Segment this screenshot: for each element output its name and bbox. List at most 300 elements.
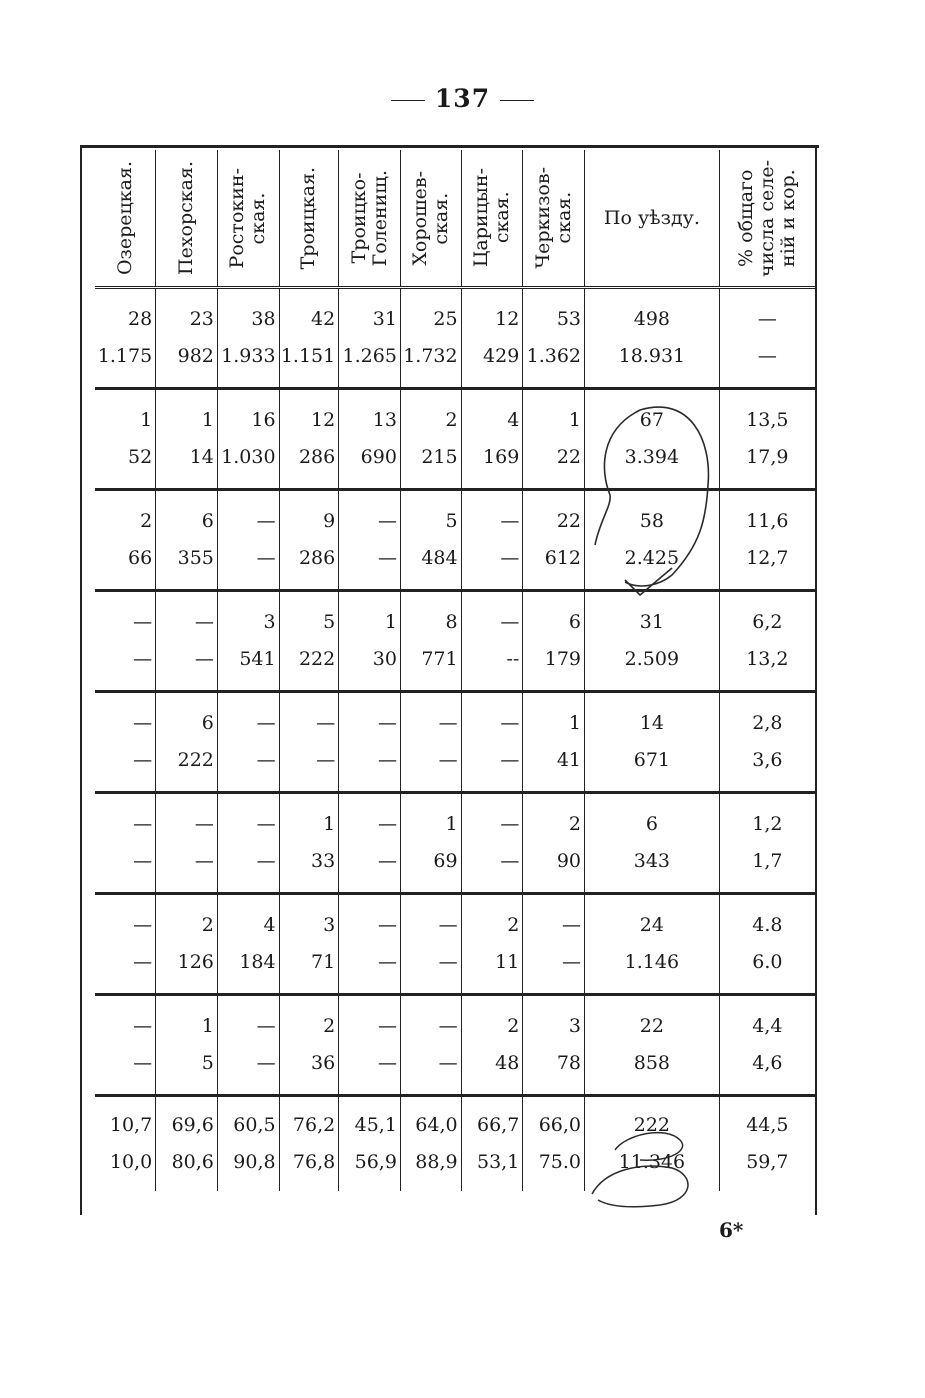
- table-cell: [461, 793, 523, 894]
- cell-value-households: 14: [189, 446, 214, 468]
- cell-value-households: 2.425: [624, 547, 680, 569]
- cell-value-households: —: [194, 648, 214, 670]
- cell-value-households: 11.346: [618, 1151, 686, 1173]
- column-header-label: По уѣзду.: [603, 206, 700, 229]
- col-percent-header: [719, 150, 815, 288]
- cell-value-settlements: 28: [127, 308, 153, 330]
- cell-value-settlements: —: [256, 712, 276, 734]
- signature-mark: 6*: [719, 1218, 744, 1242]
- cell-value-households: 30: [372, 648, 397, 670]
- cell-value-settlements: 66,0: [538, 1114, 582, 1136]
- cell-value-settlements: —: [133, 1015, 153, 1037]
- cell-value-households: —: [256, 547, 276, 569]
- cell-value-settlements: 60,5: [233, 1114, 276, 1136]
- table-cell: [523, 591, 585, 692]
- table-cell: [461, 389, 523, 490]
- table-row-group: [95, 793, 815, 894]
- cell-value-households: —: [500, 850, 520, 872]
- table-row-group: [95, 692, 815, 793]
- cell-value-households: 1.933: [221, 345, 276, 367]
- table-cell: [217, 591, 279, 692]
- table-cell: [461, 288, 523, 389]
- cell-value-households: 184: [239, 951, 276, 973]
- table-cell: [719, 793, 815, 894]
- column-header-label: Троицко- Голенищ.: [347, 169, 391, 267]
- cell-value-settlements: 222: [633, 1114, 671, 1136]
- table-cell: [585, 288, 720, 389]
- cell-value-households: 80,6: [171, 1151, 214, 1173]
- column-header-label: Хорошев- ская.: [408, 170, 452, 266]
- cell-value-households: 286: [298, 547, 336, 569]
- dash-right: [500, 100, 534, 101]
- cell-value-households: 18.931: [618, 345, 686, 367]
- cell-value-households: 11: [495, 951, 520, 973]
- cell-value-households: 222: [298, 648, 336, 670]
- table-cell: [279, 389, 339, 490]
- cell-value-households: 78: [556, 1052, 582, 1074]
- table-row-group: [95, 389, 815, 490]
- table-cell: [585, 692, 720, 793]
- cell-value-households: 22: [556, 446, 582, 468]
- cell-value-households: —: [500, 547, 520, 569]
- cell-value-settlements: 2: [507, 1015, 520, 1037]
- cell-value-households: 1.362: [526, 345, 582, 367]
- table-cell: [461, 692, 523, 793]
- cell-value-households: —: [562, 951, 582, 973]
- cell-value-households: 10,0: [109, 1151, 153, 1173]
- table-cell: [217, 288, 279, 389]
- cell-value-settlements: —: [377, 914, 397, 936]
- cell-value-households: —: [194, 850, 214, 872]
- table-cell: [156, 995, 218, 1096]
- table-cell: [95, 288, 156, 389]
- table-cell: [461, 995, 523, 1096]
- cell-value-settlements: 31: [372, 308, 397, 330]
- col-rostokinskaya-header: [217, 150, 279, 288]
- cell-value-settlements: 1: [384, 611, 397, 633]
- table-cell: [217, 793, 279, 894]
- cell-value-settlements: 12: [495, 308, 520, 330]
- cell-value-settlements: —: [438, 914, 458, 936]
- table-cell: [400, 995, 461, 1096]
- cell-value-households: —: [377, 547, 397, 569]
- table-cell: [279, 591, 339, 692]
- cell-value-settlements: 4: [263, 914, 276, 936]
- table-cell: [719, 490, 815, 591]
- table-cell: [400, 692, 461, 793]
- cell-value-households: 56,9: [354, 1151, 397, 1173]
- table-cell: [461, 1096, 523, 1192]
- table-cell: [461, 894, 523, 995]
- cell-value-households: 169: [483, 446, 520, 468]
- table-cell: [156, 793, 218, 894]
- cell-value-settlements: —: [500, 813, 520, 835]
- cell-value-settlements: 1: [445, 813, 458, 835]
- cell-value-households: —: [377, 850, 397, 872]
- cell-value-households: 53,1: [477, 1151, 520, 1173]
- cell-value-households: 3,6: [752, 749, 783, 771]
- table-cell: [217, 995, 279, 1096]
- table-cell: [719, 894, 815, 995]
- cell-value-settlements: 2: [445, 409, 458, 431]
- cell-value-settlements: 3: [323, 914, 336, 936]
- cell-value-settlements: —: [562, 914, 582, 936]
- cell-value-settlements: 3: [263, 611, 276, 633]
- cell-value-settlements: 2: [201, 914, 214, 936]
- table-cell: [279, 1096, 339, 1192]
- cell-value-households: 982: [177, 345, 214, 367]
- cell-value-settlements: —: [500, 611, 520, 633]
- column-header-label: Троицкая.: [297, 166, 320, 270]
- col-cherkizovskaya-header: [523, 150, 585, 288]
- cell-value-households: —: [133, 850, 153, 872]
- cell-value-households: 355: [177, 547, 214, 569]
- cell-value-households: 3.394: [624, 446, 680, 468]
- statistics-table: [95, 150, 815, 1191]
- cell-value-settlements: 1: [201, 409, 214, 431]
- table-cell: [523, 692, 585, 793]
- col-troitskaya-header: [279, 150, 339, 288]
- cell-value-settlements: 58: [639, 510, 664, 532]
- cell-value-households: 90,8: [233, 1151, 276, 1173]
- cell-value-settlements: —: [316, 712, 336, 734]
- col-pekhorskaya-header: [156, 150, 218, 288]
- table-cell: [156, 894, 218, 995]
- cell-value-households: 126: [177, 951, 214, 973]
- cell-value-households: —: [133, 951, 153, 973]
- table-cell: [279, 995, 339, 1096]
- column-header-label: % общаго числа селе- ній и кор.: [734, 159, 799, 277]
- table-cell: [339, 894, 401, 995]
- table-cell: [400, 490, 461, 591]
- cell-value-settlements: 13,5: [746, 409, 789, 431]
- table-cell: [156, 288, 218, 389]
- cell-value-households: 33: [311, 850, 336, 872]
- table-cell: [585, 1096, 720, 1192]
- cell-value-settlements: 4: [507, 409, 520, 431]
- table-cell: [339, 288, 401, 389]
- cell-value-settlements: 10,7: [109, 1114, 153, 1136]
- cell-value-households: —: [133, 749, 153, 771]
- cell-value-settlements: —: [133, 611, 153, 633]
- cell-value-households: 88,9: [415, 1151, 458, 1173]
- cell-value-settlements: 16: [251, 409, 276, 431]
- cell-value-settlements: —: [377, 813, 397, 835]
- column-header-label: Пехорская.: [175, 161, 198, 275]
- cell-value-households: 76,8: [292, 1151, 336, 1173]
- table-cell: [523, 389, 585, 490]
- cell-value-households: 36: [311, 1052, 336, 1074]
- cell-value-settlements: 76,2: [292, 1114, 336, 1136]
- table-cell: [400, 793, 461, 894]
- header-row: [95, 150, 815, 288]
- cell-value-households: 1.732: [403, 345, 458, 367]
- cell-value-households: 90: [556, 850, 582, 872]
- table-cell: [719, 288, 815, 389]
- cell-value-households: 179: [544, 648, 582, 670]
- table-cell: [523, 793, 585, 894]
- cell-value-households: 484: [421, 547, 458, 569]
- cell-value-settlements: 44,5: [746, 1114, 789, 1136]
- cell-value-settlements: 38: [251, 308, 276, 330]
- cell-value-settlements: 4,4: [752, 1015, 783, 1037]
- cell-value-households: —: [377, 749, 397, 771]
- table-cell: [279, 793, 339, 894]
- table-row-group: [95, 1096, 815, 1192]
- cell-value-settlements: 6: [201, 510, 214, 532]
- cell-value-settlements: 6: [201, 712, 214, 734]
- table-cell: [217, 490, 279, 591]
- cell-value-households: —: [377, 1052, 397, 1074]
- cell-value-households: 6.0: [752, 951, 783, 973]
- cell-value-settlements: 4.8: [752, 914, 783, 936]
- table-cell: [217, 692, 279, 793]
- cell-value-settlements: 66,7: [477, 1114, 520, 1136]
- cell-value-settlements: 11,6: [746, 510, 789, 532]
- cell-value-settlements: 1,2: [752, 813, 783, 835]
- col-khoroshevskaya-header: [400, 150, 461, 288]
- cell-value-settlements: —: [133, 813, 153, 835]
- cell-value-settlements: —: [757, 308, 777, 330]
- cell-value-households: 75.0: [538, 1151, 582, 1173]
- column-header-label: Ростокин- ская.: [226, 167, 270, 269]
- table-cell: [523, 1096, 585, 1192]
- cell-value-settlements: 5: [445, 510, 458, 532]
- cell-value-households: 690: [360, 446, 397, 468]
- dash-left: [391, 100, 425, 101]
- cell-value-settlements: —: [256, 813, 276, 835]
- cell-value-households: 69: [433, 850, 458, 872]
- table-cell: [339, 591, 401, 692]
- table-cell: [461, 490, 523, 591]
- cell-value-households: —: [316, 749, 336, 771]
- cell-value-households: —: [256, 1052, 276, 1074]
- cell-value-households: —: [256, 850, 276, 872]
- cell-value-settlements: 2: [323, 1015, 336, 1037]
- col-troitsko-golenishch-header: [339, 150, 401, 288]
- cell-value-households: 671: [633, 749, 671, 771]
- cell-value-households: —: [438, 749, 458, 771]
- table-cell: [400, 591, 461, 692]
- table-cell: [339, 692, 401, 793]
- cell-value-households: 48: [495, 1052, 520, 1074]
- table-cell: [523, 995, 585, 1096]
- table-cell: [339, 490, 401, 591]
- cell-value-households: 612: [544, 547, 582, 569]
- cell-value-settlements: —: [377, 510, 397, 532]
- table-cell: [585, 490, 720, 591]
- cell-value-households: 4,6: [752, 1052, 783, 1074]
- cell-value-households: 2.509: [624, 648, 680, 670]
- cell-value-households: 5: [201, 1052, 214, 1074]
- table-cell: [279, 692, 339, 793]
- table-cell: [523, 288, 585, 389]
- cell-value-households: 1.030: [221, 446, 276, 468]
- cell-value-settlements: —: [500, 712, 520, 734]
- page-number: [0, 84, 925, 113]
- table-cell: [339, 389, 401, 490]
- cell-value-households: 13,2: [746, 648, 789, 670]
- cell-value-settlements: 498: [633, 308, 671, 330]
- col-ozeretskaya-header: [95, 150, 156, 288]
- table-cell: [719, 692, 815, 793]
- table-cell: [217, 389, 279, 490]
- cell-value-households: —: [438, 951, 458, 973]
- table-cell: [279, 490, 339, 591]
- cell-value-settlements: 12: [311, 409, 336, 431]
- cell-value-settlements: —: [500, 510, 520, 532]
- col-po-uezdu-header: [585, 150, 720, 288]
- table-row-group: [95, 591, 815, 692]
- cell-value-households: 222: [177, 749, 214, 771]
- table-top-rule: [80, 145, 819, 148]
- cell-value-households: 858: [633, 1052, 671, 1074]
- table-cell: [339, 1096, 401, 1192]
- table-cell: [400, 288, 461, 389]
- cell-value-settlements: 3: [568, 1015, 582, 1037]
- cell-value-households: —: [133, 648, 153, 670]
- table-cell: [156, 591, 218, 692]
- table-cell: [461, 591, 523, 692]
- table-row-group: [95, 894, 815, 995]
- table-cell: [279, 288, 339, 389]
- cell-value-households: 1.151: [280, 345, 336, 367]
- table-cell: [523, 894, 585, 995]
- cell-value-settlements: —: [377, 1015, 397, 1037]
- cell-value-households: 17,9: [746, 446, 789, 468]
- table-cell: [95, 591, 156, 692]
- column-header-label: Озерецкая.: [113, 160, 136, 276]
- cell-value-households: 41: [556, 749, 582, 771]
- table-cell: [156, 1096, 218, 1192]
- table-cell: [400, 1096, 461, 1192]
- table-cell: [719, 995, 815, 1096]
- table-cell: [156, 692, 218, 793]
- cell-value-households: —: [757, 345, 777, 367]
- col-tsaritsynskaya-header: [461, 150, 523, 288]
- cell-value-settlements: —: [256, 510, 276, 532]
- cell-value-households: —: [256, 749, 276, 771]
- cell-value-households: —: [500, 749, 520, 771]
- table-cell: [95, 995, 156, 1096]
- table-cell: [339, 793, 401, 894]
- cell-value-settlements: 2: [140, 510, 153, 532]
- table-cell: [719, 1096, 815, 1192]
- cell-value-settlements: 1: [201, 1015, 214, 1037]
- cell-value-settlements: —: [133, 914, 153, 936]
- cell-value-settlements: —: [438, 1015, 458, 1037]
- cell-value-households: 1.146: [624, 951, 680, 973]
- cell-value-households: —: [133, 1052, 153, 1074]
- cell-value-settlements: 8: [445, 611, 458, 633]
- cell-value-settlements: 1: [140, 409, 153, 431]
- cell-value-settlements: 42: [311, 308, 336, 330]
- cell-value-households: 1,7: [752, 850, 783, 872]
- column-header-label: Черкизов- ская.: [531, 167, 575, 269]
- table-cell: [585, 389, 720, 490]
- cell-value-settlements: 23: [189, 308, 214, 330]
- cell-value-households: —: [438, 1052, 458, 1074]
- cell-value-settlements: 1: [323, 813, 336, 835]
- table-right-rule: [815, 145, 817, 1215]
- cell-value-households: 52: [127, 446, 153, 468]
- column-header-label: Царицын- ская.: [469, 168, 513, 268]
- cell-value-households: 541: [239, 648, 276, 670]
- cell-value-households: 215: [421, 446, 458, 468]
- cell-value-settlements: 22: [556, 510, 582, 532]
- table-left-rule: [80, 145, 82, 1215]
- cell-value-settlements: 2,8: [752, 712, 783, 734]
- table-cell: [279, 894, 339, 995]
- cell-value-settlements: 31: [639, 611, 664, 633]
- table-cell: [585, 793, 720, 894]
- table-cell: [585, 591, 720, 692]
- table-cell: [156, 389, 218, 490]
- cell-value-households: 1.175: [97, 345, 153, 367]
- cell-value-settlements: 1: [568, 712, 582, 734]
- cell-value-settlements: —: [194, 813, 214, 835]
- table-cell: [585, 995, 720, 1096]
- cell-value-households: —: [377, 951, 397, 973]
- cell-value-settlements: 24: [639, 914, 664, 936]
- table-row-group: [95, 288, 815, 389]
- table-cell: [719, 591, 815, 692]
- cell-value-settlements: 6: [568, 611, 582, 633]
- cell-value-settlements: 14: [639, 712, 664, 734]
- table-cell: [95, 389, 156, 490]
- table-cell: [95, 692, 156, 793]
- table-cell: [95, 1096, 156, 1192]
- cell-value-settlements: 69,6: [171, 1114, 214, 1136]
- table-cell: [719, 389, 815, 490]
- cell-value-settlements: 6,2: [752, 611, 783, 633]
- page-number-value: 137: [434, 84, 491, 113]
- cell-value-settlements: —: [256, 1015, 276, 1037]
- cell-value-settlements: 1: [568, 409, 582, 431]
- cell-value-settlements: 25: [433, 308, 458, 330]
- cell-value-households: 343: [633, 850, 671, 872]
- cell-value-settlements: 67: [639, 409, 664, 431]
- table-cell: [95, 793, 156, 894]
- table-row-group: [95, 490, 815, 591]
- table-cell: [400, 894, 461, 995]
- table-cell: [585, 894, 720, 995]
- cell-value-households: 71: [311, 951, 336, 973]
- cell-value-settlements: 53: [556, 308, 582, 330]
- cell-value-settlements: 9: [323, 510, 336, 532]
- cell-value-settlements: 2: [507, 914, 520, 936]
- table-cell: [95, 894, 156, 995]
- cell-value-settlements: 45,1: [354, 1114, 397, 1136]
- table-cell: [523, 490, 585, 591]
- cell-value-households: 59,7: [746, 1151, 789, 1173]
- table-body: [95, 288, 815, 1192]
- cell-value-households: 286: [298, 446, 336, 468]
- table-cell: [217, 894, 279, 995]
- cell-value-settlements: 2: [568, 813, 582, 835]
- cell-value-settlements: —: [194, 611, 214, 633]
- cell-value-settlements: 64,0: [415, 1114, 458, 1136]
- cell-value-households: 12,7: [746, 547, 789, 569]
- table-cell: [217, 1096, 279, 1192]
- cell-value-settlements: 22: [639, 1015, 664, 1037]
- table-cell: [95, 490, 156, 591]
- cell-value-settlements: —: [133, 712, 153, 734]
- cell-value-households: 66: [127, 547, 153, 569]
- cell-value-households: --: [506, 648, 520, 670]
- cell-value-households: 771: [421, 648, 458, 670]
- cell-value-settlements: —: [438, 712, 458, 734]
